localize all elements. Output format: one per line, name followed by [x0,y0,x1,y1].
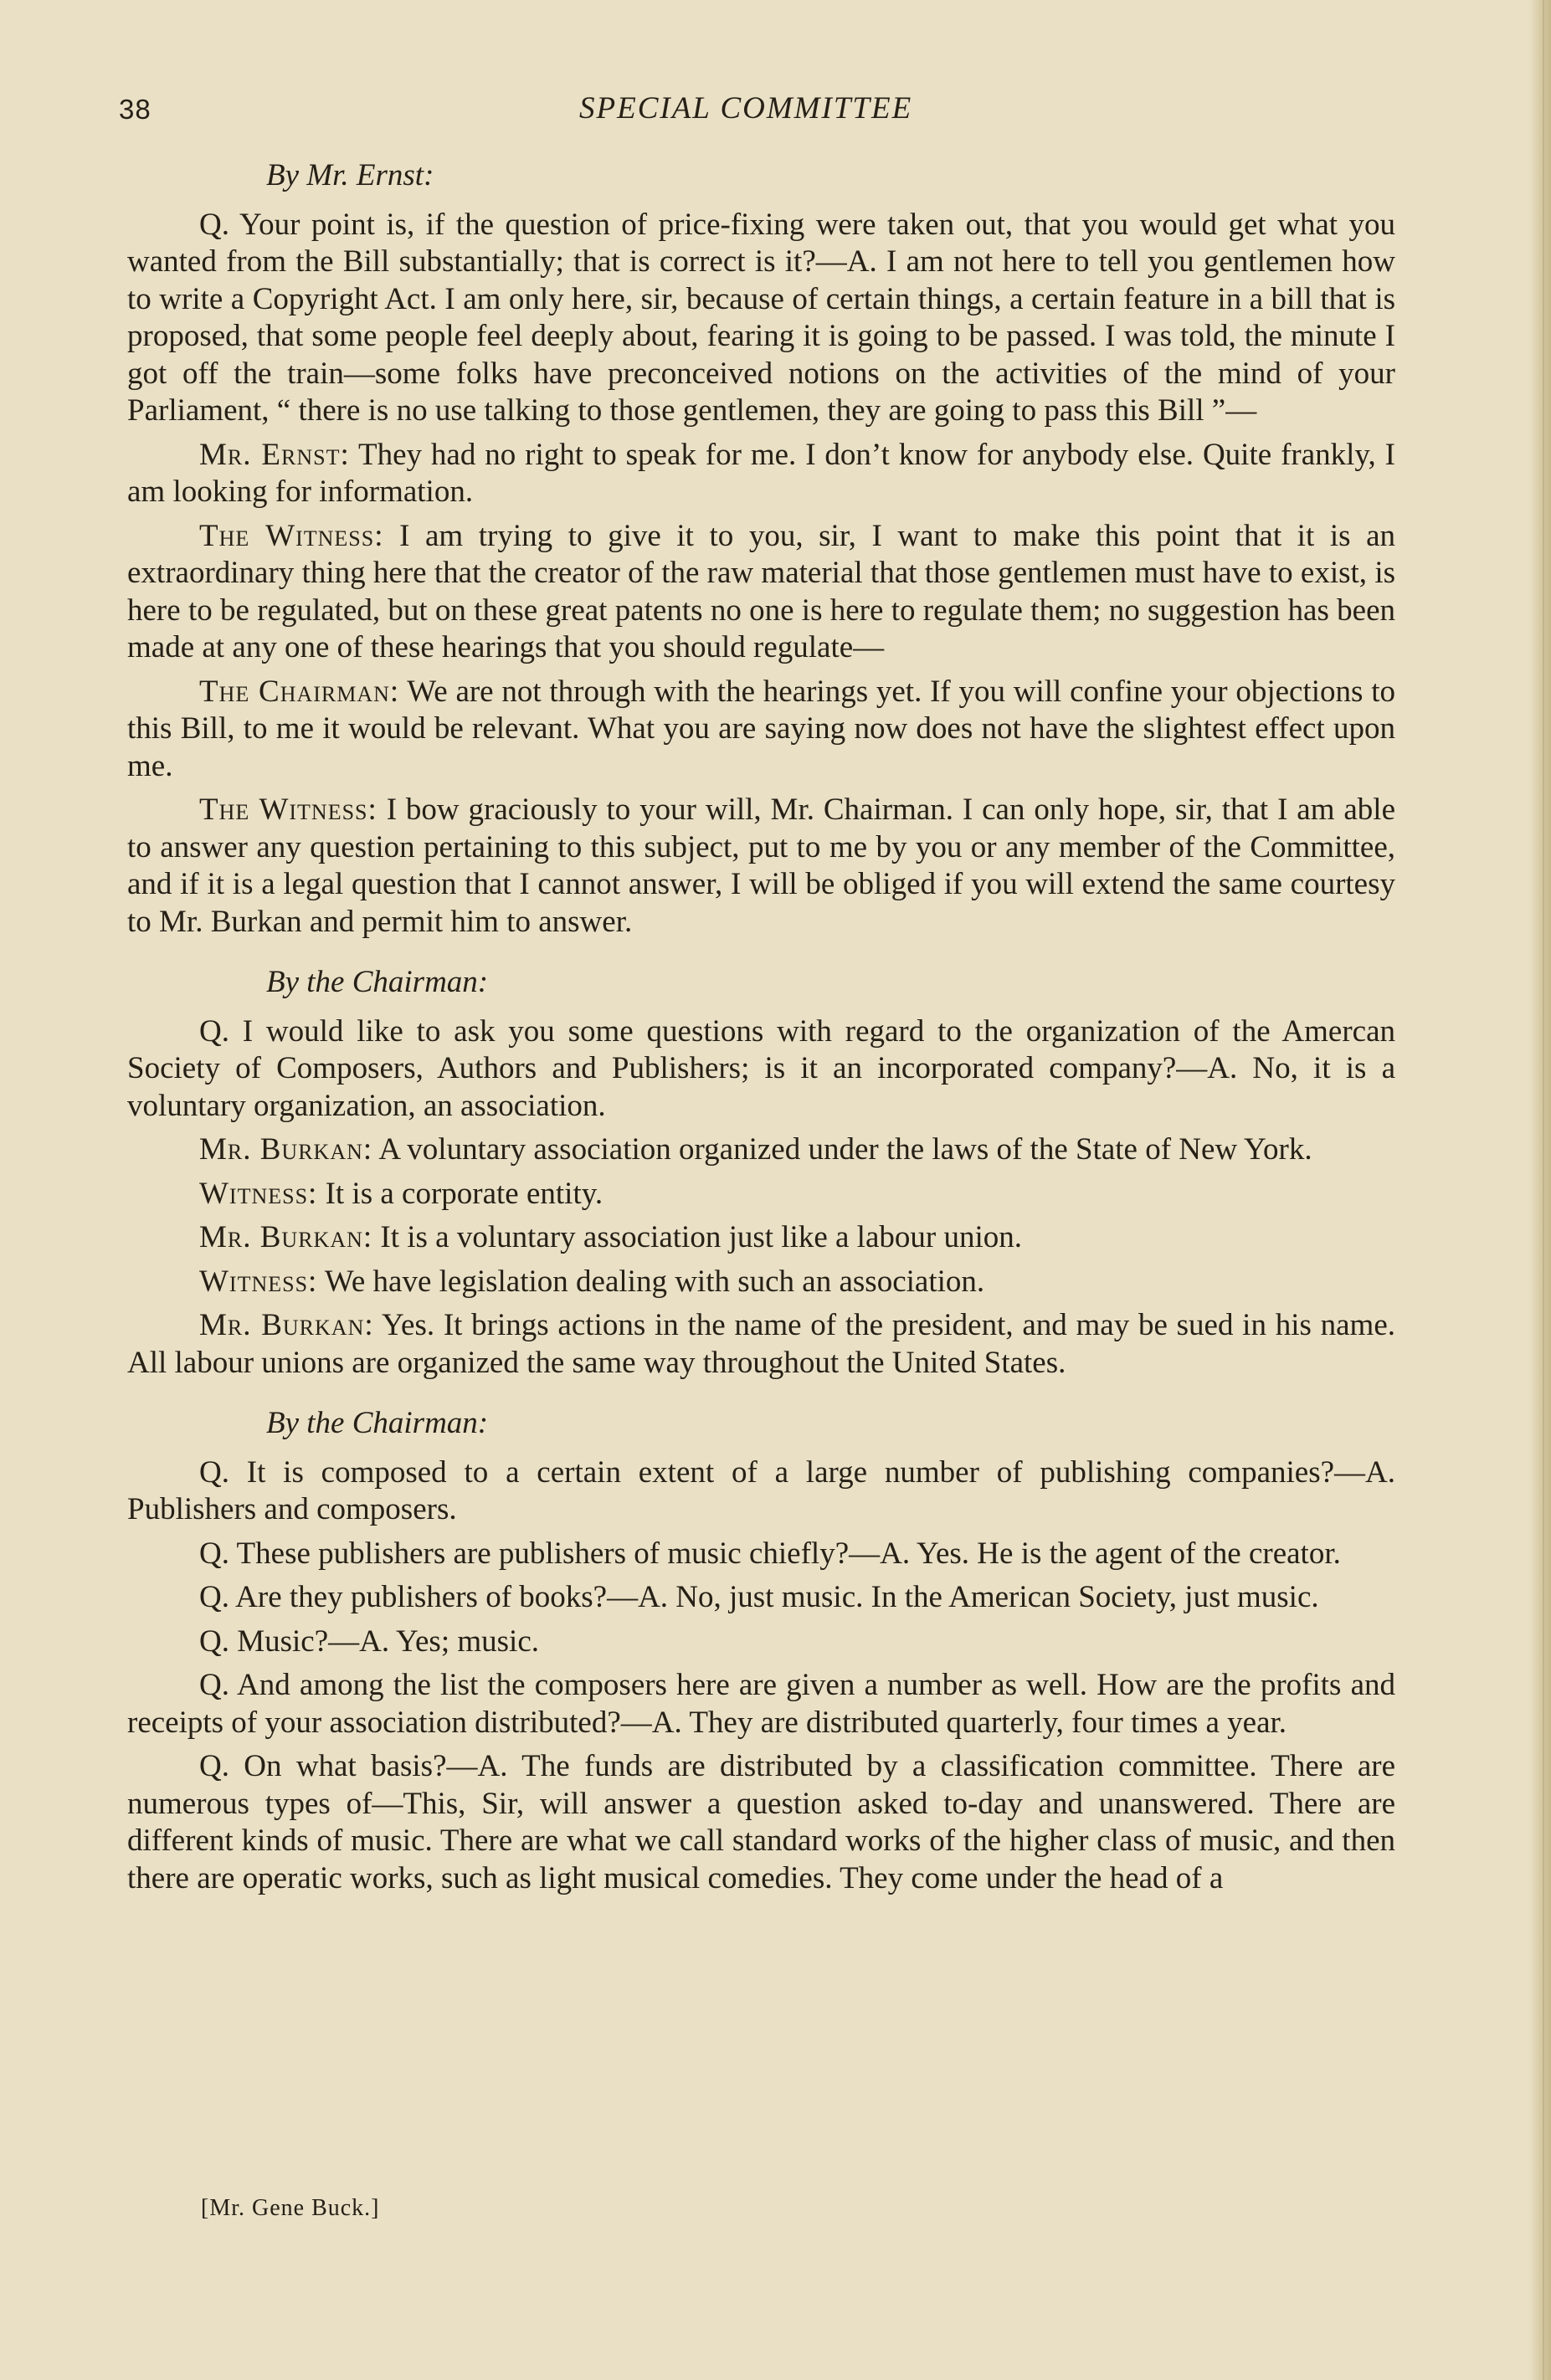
paragraph-q4: Q. These publishers are publishers of music chiefly?—A. Yes. He is the agent of the creator. [199,1536,1341,1571]
speech-text: It is a corporate entity. [325,1176,603,1211]
speaker-label: Mr. Burkan: [199,1220,373,1254]
paragraph-witness-statement-3 [127,1176,1395,1213]
speaker-label: The Witness: [199,792,377,827]
speech-text: I am trying to give it to you, sir, I want to make this point that it is an extraordinary thing here that the creator of the raw material that those gentlemen must have to exist, is here to be regulated, but on these great patents no one is here to regulate them; no suggestion has been made at any one of these hearings that you should regulate— [127,518,1395,664]
paragraph-ernst-statement [127,437,1395,511]
speech-text: It is a voluntary association just like a labour union. [380,1220,1022,1254]
paragraph-burkan-statement-1 [127,1131,1395,1169]
paragraph-witness-statement-2 [127,792,1395,941]
paragraph-q7: Q. And among the list the composers here are given a number as well. How are the profits and receipts of your association distributed?—A. They are distributed quarterly, four times a year. [127,1668,1395,1740]
section-heading-by-ernst: By Mr. Ernst: [266,158,434,192]
speaker-label: The Chairman: [199,674,400,709]
paragraph-burkan-statement-2 [127,1219,1395,1257]
speaker-label: Witness: [199,1264,318,1299]
speech-text: We have legislation dealing with such an association. [324,1264,985,1299]
paragraph-q5: Q. Are they publishers of books?—A. No, just music. In the American Society, just music. [199,1580,1319,1614]
transcript-body [127,157,1395,1904]
running-head: SPECIAL COMMITTEE [579,91,913,126]
page-number: 38 [119,94,152,125]
footer-speaker-note: [Mr. Gene Buck.] [201,2195,380,2221]
page-edge-line [1543,0,1544,2380]
paragraph-q2: Q. I would like to ask you some questions with regard to the organization of the Amercan Society of Composers, Authors and Publishers; is it an incorporated company?—A. No, it is a voluntary organization, an association. [127,1013,1395,1123]
speaker-label: The Witness: [199,518,384,553]
speech-text: I bow graciously to your will, Mr. Chairman. I can only hope, sir, that I am able to answer any question pertaining to this subject, put to me by you or any member of the Committee, and if it is a legal question that I cannot answer, I will be obliged if you will extend the same courtesy to Mr. Burkan and permit him to answer. [127,792,1395,939]
section-heading-by-chairman-2: By the Chairman: [266,1406,489,1440]
paragraph-chairman-statement [127,674,1395,786]
paragraph-q3: Q. It is composed to a certain extent of a large number of publishing companies?—A. Publishers and composers. [127,1454,1395,1526]
speech-text: A voluntary association organized under the laws of the State of New York. [378,1132,1312,1167]
speaker-label: Mr. Burkan: [199,1308,374,1342]
speaker-label: Mr. Burkan: [199,1132,373,1167]
section-heading-by-chairman-1: By the Chairman: [266,965,489,999]
paragraph-witness-statement-1 [127,518,1395,667]
page-edge-shadow [1529,0,1551,2380]
speech-text: We are not through with the hearings yet. If you will confine your objections to this Bill, to me it would be relevant. What you are saying now does not have the slightest effect upon me. [127,674,1395,783]
paragraph-witness-statement-4 [127,1264,1395,1301]
paragraph-burkan-statement-3 [127,1307,1395,1382]
paragraph-q1: Q. Your point is, if the question of price-fixing were taken out, that you would get what you wanted from the Bill substantially; that is correct is it?—A. I am not here to tell you gentlemen how to write a Copyright Act. I am only here, sir, because of certain things, a certain feature in a bill that is proposed, that some people feel deeply about, fearing it is going to be passed. I was told, the minute I got off the train—some folks have preconceived notions on the activities of the mind of your Parliament, “ there is no use talking to those gentlemen, they are going to pass this Bill ”— [127,207,1395,428]
speaker-label: Witness: [199,1176,318,1211]
speech-text: They had no right to speak for me. I don’t know for anybody else. Quite frankly, I am looking for information. [127,437,1395,509]
paragraph-q8: Q. On what basis?—A. The funds are distributed by a classification committee. There are numerous types of—This, Sir, will answer a question asked to-day and unanswered. There are different kinds of music. There are what we call standard works of the higher class of music, and then there are operatic works, such as light musical comedies. They come under the head of a [127,1749,1395,1895]
speech-text: Yes. It brings actions in the name of the president, and may be sued in his name. All labour unions are organized the same way throughout the United States. [127,1308,1395,1380]
page-header [110,87,1399,137]
speaker-label: Mr. Ernst: [199,437,350,472]
paragraph-q6: Q. Music?—A. Yes; music. [199,1623,539,1659]
